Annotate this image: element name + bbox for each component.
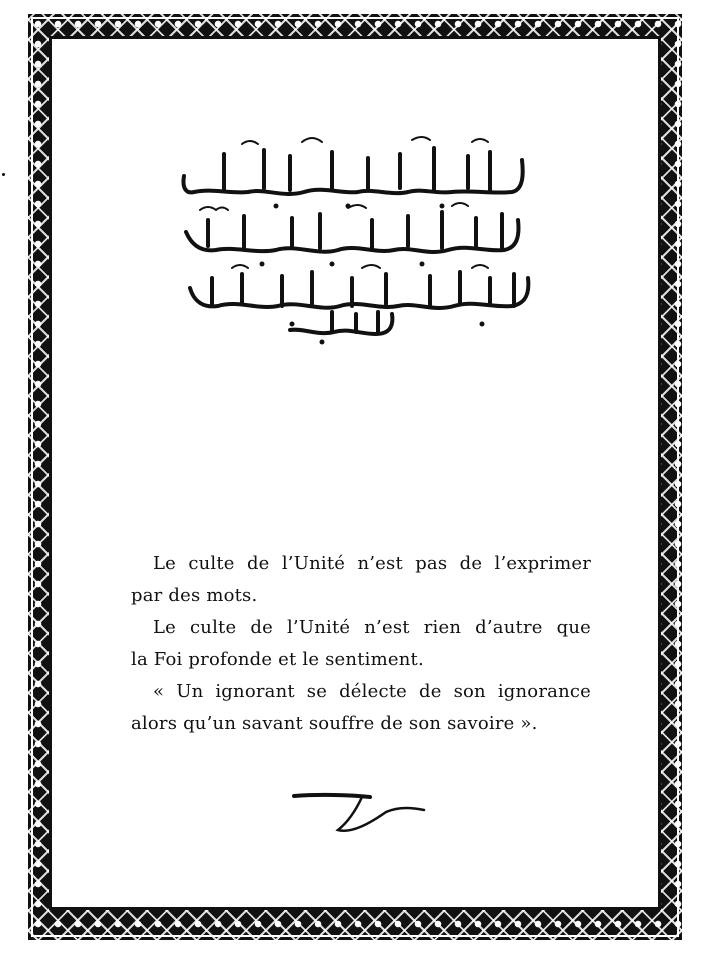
paragraph-3-line-1: « Un ignorant se délecte de son ignorance <box>153 681 591 702</box>
paragraph-2-line-1: Le culte de l’Unité n’est rien d’autre que <box>153 617 591 638</box>
arabic-calligraphy-image <box>172 128 542 348</box>
decorative-flourish <box>290 786 430 838</box>
paragraph-1-line-2: par des mots. <box>131 585 258 606</box>
paragraph-3-line-2: alors qu’un savant souffre de son savoire ». <box>131 713 538 734</box>
paragraph-2-line-2: la Foi profonde et le sentiment. <box>131 649 424 670</box>
body-text <box>131 548 591 740</box>
paragraph-1-line-1: Le culte de l’Unité n’est pas de l’exprimer <box>153 553 591 574</box>
stray-dot <box>2 173 5 176</box>
